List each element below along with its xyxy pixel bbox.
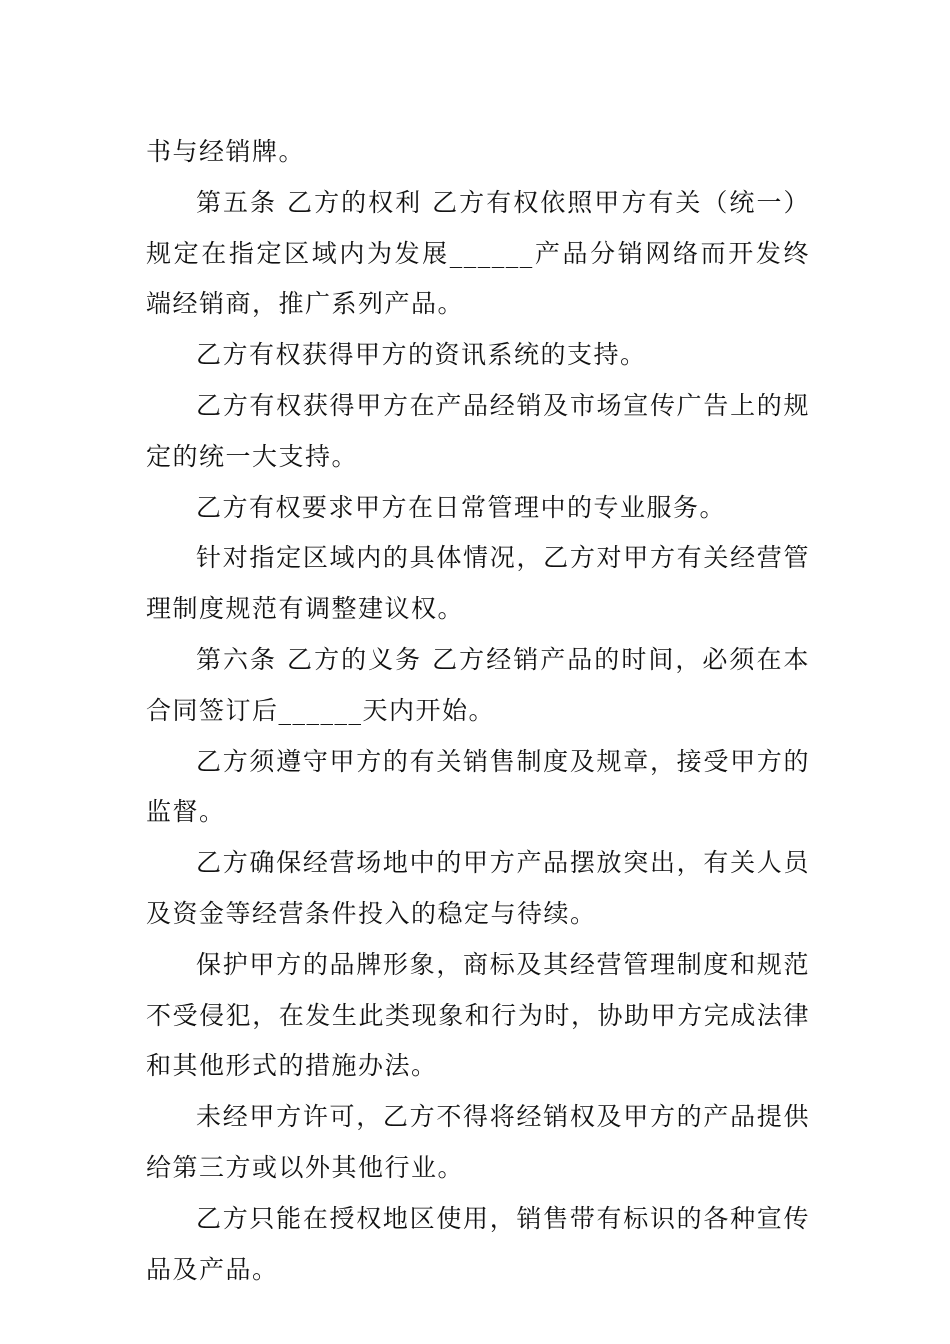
paragraph-continuation: 书与经销牌。: [146, 137, 306, 166]
paragraph-comply-rules: 乙方须遵守甲方的有关销售制度及规章，接受甲方的监督。: [146, 746, 810, 827]
paragraph-authorized-area: 乙方只能在授权地区使用，销售带有标识的各种宣传品及产品。: [146, 1203, 810, 1284]
paragraph-display-products: 乙方确保经营场地中的甲方产品摆放突出，有关人员及资金等经营条件投入的稳定与待续。: [146, 848, 810, 928]
paragraph-professional-service: 乙方有权要求甲方在日常管理中的专业服务。: [196, 492, 727, 522]
paragraph-article-6: 第六条 乙方的义务 乙方经销产品的时间，必须在本合同签订后______天内开始。: [146, 644, 810, 725]
paragraph-adjustment-suggestion: 针对指定区域内的具体情况，乙方对甲方有关经营管理制度规范有调整建议权。: [146, 543, 810, 624]
paragraph-info-system-support: 乙方有权获得甲方的资讯系统的支持。: [196, 340, 647, 370]
paragraph-marketing-support: 乙方有权获得甲方在产品经销及市场宣传广告上的规定的统一大支持。: [146, 390, 810, 471]
document-body: [146, 127, 810, 1295]
paragraph-article-5: 第五条 乙方的权利 乙方有权依照甲方有关（统一）规定在指定区域内为发展______产品分销网络而开发终端经销商，推广系列产品。: [146, 187, 810, 319]
paragraph-protect-brand: 保护甲方的品牌形象，商标及其经营管理制度和规范不受侵犯，在发生此类现象和行为时，协助甲方完成法律和其他形式的措施办法。: [146, 949, 810, 1081]
paragraph-no-third-party: 未经甲方许可，乙方不得将经销权及甲方的产品提供给第三方或以外其他行业。: [146, 1102, 810, 1182]
